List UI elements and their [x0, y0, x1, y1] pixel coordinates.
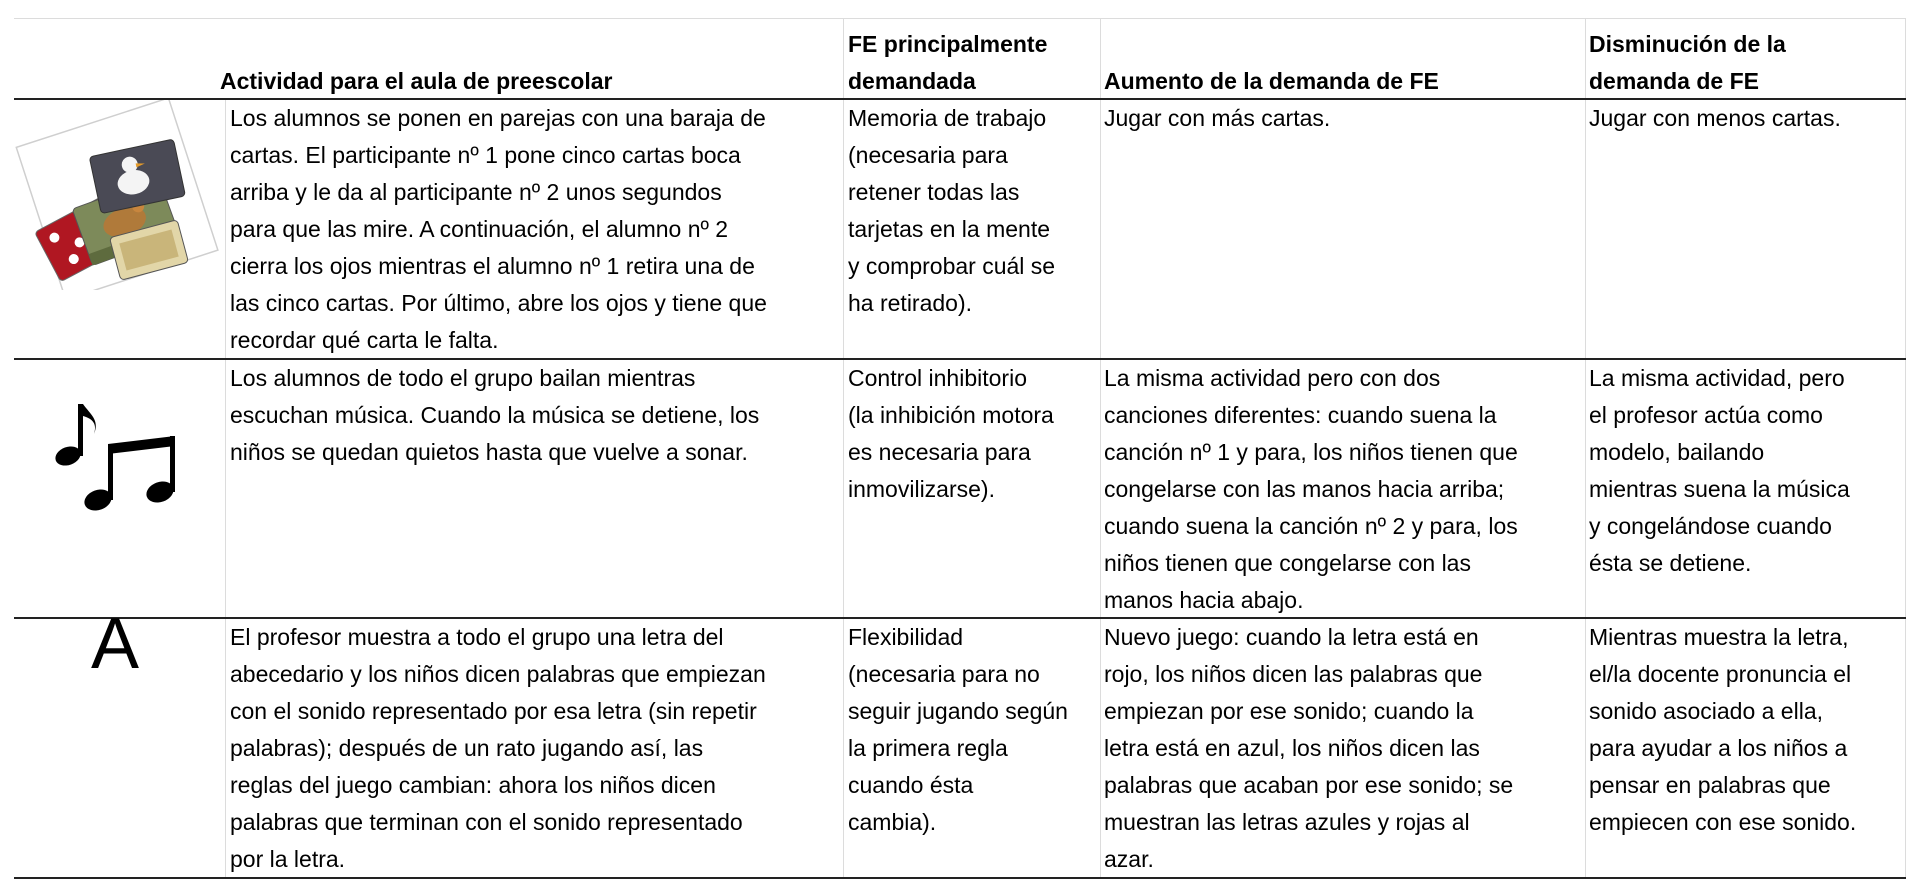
column-divider — [1100, 18, 1101, 878]
row-3-increase: Nuevo juego: cuando la letra está en rojo, los niños dicen las palabras que empiezan por ese sonido; cuando la letra está en azul, los niños dicen las palabras que acaban por ese sonido; se muestran las letras azules y rojas al azar. — [1104, 624, 1514, 872]
row-3-fe: Flexibilidad (necesaria para no seguir jugando según la primera regla cuando ésta cambia). — [848, 624, 1068, 835]
header-increase: Aumento de la demanda de FE — [1104, 68, 1439, 94]
row-3-decrease: Mientras muestra la letra, el/la docente pronuncia el sonido asociado a ella, para ayudar a los niños a pensar en palabras que empiecen con ese sonido. — [1589, 624, 1857, 835]
row-3-activity: El profesor muestra a todo el grupo una letra del abecedario y los niños dicen palabras que empiezan con el sonido representado por esa letra (sin repetir palabras); después de un rato jugando así, las reglas del juego cambian: ahora los niños dicen palabras que terminan con el sonido representado por la letra. — [230, 624, 766, 872]
header-activity: Actividad para el aula de preescolar — [220, 68, 613, 94]
row-1-fe: Memoria de trabajo (necesaria para retener todas las tarjetas en la mente y comprobar cuál se ha retirado). — [848, 105, 1056, 316]
column-divider — [1905, 18, 1906, 878]
row-2-increase: La misma actividad pero con dos canciones diferentes: cuando suena la canción nº 1 y para, los niños tienen que congelarse con las manos hacia arriba; cuando suena la canción nº 2 y para, los niños tienen que congelarse con las manos hacia abajo. — [1104, 365, 1518, 613]
row-2-fe: Control inhibitorio (la inhibición motora es necesaria para inmovilizarse). — [848, 365, 1054, 502]
header-fe-demanded: FE principalmente demandada — [848, 31, 1048, 94]
playing-cards-icon — [14, 100, 224, 290]
music-notes-icon — [50, 400, 190, 515]
row-1-decrease: Jugar con menos cartas. — [1589, 105, 1841, 131]
row-2-activity: Los alumnos de todo el grupo bailan mientras escuchan música. Cuando la música se detiene, los niños se quedan quietos hasta que vuelve a sonar. — [230, 365, 760, 465]
column-divider — [225, 98, 226, 878]
column-divider — [843, 18, 844, 878]
row-2-decrease: La misma actividad, pero el profesor actúa como modelo, bailando mientras suena la música y congelándose cuando ésta se detiene. — [1589, 365, 1850, 576]
row-1-increase: Jugar con más cartas. — [1104, 105, 1331, 131]
letter-a-icon: A — [90, 604, 140, 684]
row-1-activity: Los alumnos se ponen en parejas con una baraja de cartas. El participante nº 1 pone cinco cartas boca arriba y le da al participante nº 2 unos segundos para que las mire. A continuación, el alumno nº 2 cierra los ojos mientras el alumno nº 1 retira una de las cinco cartas. Por último, abre los ojos y tiene que recordar qué carta le falta. — [230, 105, 767, 353]
header-decrease: Disminución de la demanda de FE — [1589, 31, 1786, 94]
table-top-border — [14, 18, 1906, 19]
column-divider — [1585, 18, 1586, 878]
